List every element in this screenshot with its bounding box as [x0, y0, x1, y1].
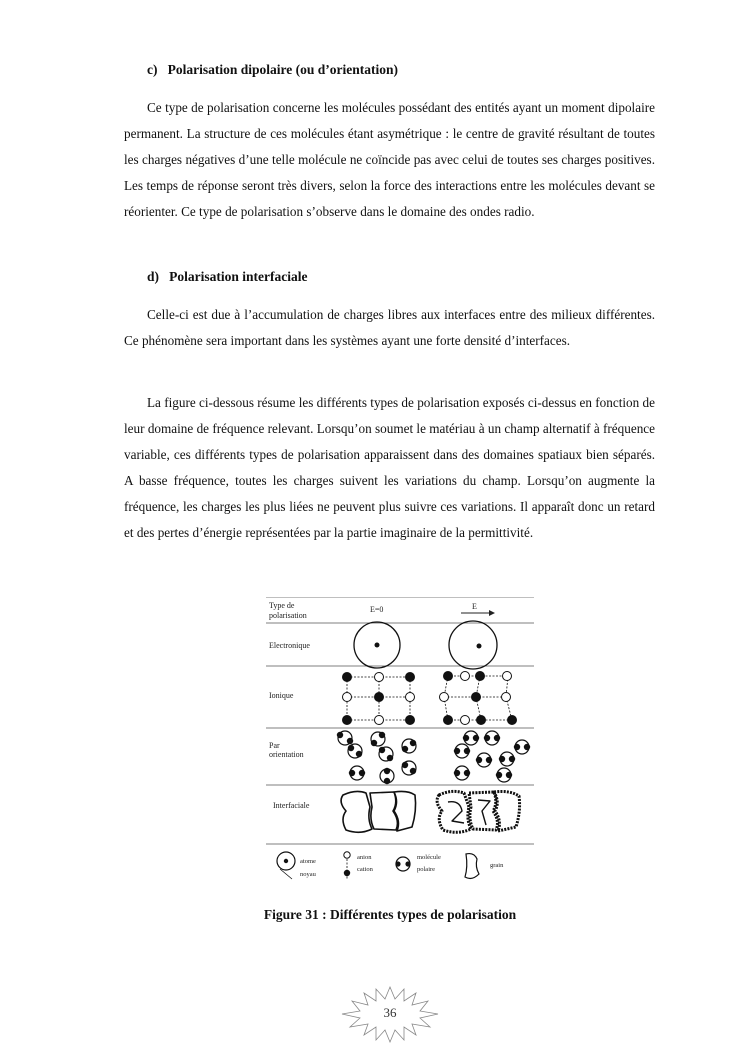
- dipoles-aligned: [454, 731, 529, 782]
- section-d-paragraph: Celle-ci est due à l’accumulation de charges libres aux interfaces entre des milieux différentes. Ce phénomène sera important dans les systèmes ayant une forte densité d’interfaces.: [124, 307, 655, 348]
- header-type-line1: Type de: [269, 601, 295, 610]
- section-d-heading: d) Polarisation interfaciale: [147, 269, 308, 284]
- dipoles-random: [337, 731, 416, 784]
- row-label-interfaciale: Interfaciale: [273, 801, 310, 810]
- legend-noyau: noyau: [300, 871, 316, 878]
- polarisation-figure: [266, 597, 536, 887]
- legend-molecule-icon: [395, 857, 410, 871]
- header-type-line2: polarisation: [269, 611, 307, 620]
- legend-grain: grain: [490, 862, 504, 869]
- legend-polaire: polaire: [417, 866, 436, 873]
- legend-cation: cation: [357, 866, 373, 873]
- header-e0: E=0: [370, 605, 384, 614]
- page-number-badge: [340, 985, 440, 1043]
- summary-paragraph: La figure ci-dessous résume les différents types de polarisation exposés ci-dessus en fonction de leur domaine de fréquence relevant. Lorsqu’on soumet le matériau à un champ alternatif à fréquence variable, ces différents types de polarisation apparaissent dans des domaines spatiaux bien séparés. A basse fréquence, toutes les charges suivent les variations du champ. Lorsqu’on augmente la fréquence, les charges les plus liées ne peuvent plus suivre ces variations. Il apparaît donc un retard et des pertes d’énergie représentées par la partie imaginaire de la permittivité.: [124, 395, 655, 540]
- atom-unpolarised-icon: [354, 622, 400, 668]
- figure-caption: Figure 31 : Différentes types de polarisation: [263, 907, 517, 922]
- row-label-orientation-2: orientation: [269, 750, 304, 759]
- header-e: E: [472, 602, 477, 611]
- legend-ion-icon: [344, 852, 350, 879]
- grains-unpolarised: [341, 791, 415, 832]
- ion-lattice-nodes-unpolarised: [343, 673, 415, 725]
- section-c-paragraph: Ce type de polarisation concerne les molécules possédant des entités ayant un moment dipolaire permanent. La structure de ces molécules étant asymétrique : le centre de gravité résultant de toutes les charges négatives d’une telle molécule ne coïncide pas avec celui de toutes ses charges positives. Les temps de réponse seront très divers, selon la force des interactions entre les molécules devant se réorienter. Ce type de polarisation s’observe dans le domaine des ondes radio.: [124, 100, 655, 219]
- legend-grain-icon: [465, 854, 479, 879]
- legend-anion: anion: [357, 854, 372, 861]
- row-label-orientation-1: Par: [269, 741, 280, 750]
- page-number: 36: [383, 1005, 397, 1020]
- legend-atom-icon: [277, 852, 295, 879]
- ion-lattice-nodes-polarised: [440, 672, 517, 725]
- legend-molecule: molécule: [417, 854, 441, 861]
- legend-atome: atome: [300, 858, 316, 865]
- atom-polarised-icon: [449, 621, 497, 669]
- row-label-electronique: Electronique: [269, 641, 310, 650]
- section-c-heading: c) Polarisation dipolaire (ou d’orientation): [147, 62, 398, 77]
- row-label-ionique: Ionique: [269, 691, 294, 700]
- grains-polarised: [437, 791, 519, 832]
